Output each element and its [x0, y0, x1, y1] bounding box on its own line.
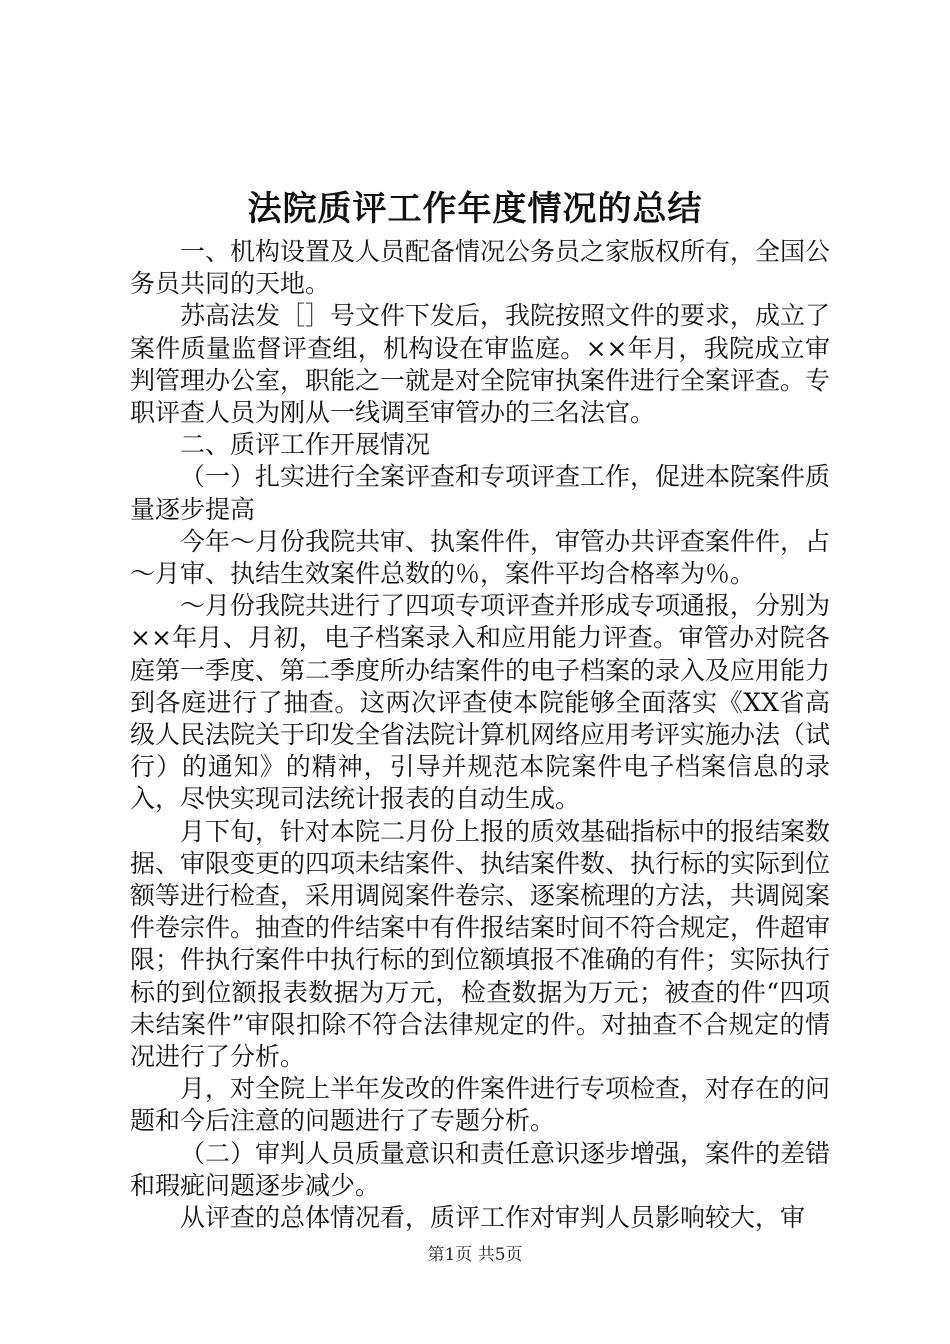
- paragraph-organization: 苏高法发［］号文件下发后，我院按照文件的要求，成立了案件质量监督评查组，机构设在审监庭。××年月，我院成立审判管理办公室，职能之一就是对全院审执案件进行全案评查。专职评查人员为刚从一线调至审管办的三名法官。: [130, 301, 831, 428]
- paragraph-half-year-check: 月，对全院上半年发改的件案件进行专项检查，对存在的问题和今后注意的问题进行了专题分析。: [130, 1074, 831, 1136]
- paragraph-special-reviews: ～月份我院共进行了四项专项评查并形成专项通报，分别为××年月、月初，电子档案录入和应用能力评查。审管办对院各庭第一季度、第二季度所办结案件的电子档案的录入及应用能力到各庭进行了抽查。这两次评查使本院能够全面落实《XX省高级人民法院关于印发全省法院计算机网络应用考评实施办法（试行）的通知》的精神，引导并规范本院案件电子档案信息的录入，尽快实现司法统计报表的自动生成。: [130, 591, 831, 814]
- paragraph-section-2-heading: 二、质评工作开展情况: [180, 430, 431, 460]
- paragraph-subsection-2-heading: （二）审判人员质量意识和责任意识逐步增强，案件的差错和瑕疵问题逐步减少。: [130, 1138, 831, 1200]
- paragraph-overall-situation: 从评查的总体情况看，质评工作对审判人员影响较大，审: [180, 1203, 806, 1233]
- document-body: [130, 236, 830, 1234]
- page-footer: [0, 1244, 950, 1266]
- paragraph-case-statistics: 今年～月份我院共审、执案件件，审管办共评查案件件，占～月审、执结生效案件总数的％，案件平均合格率为％。: [130, 526, 831, 589]
- paragraph-section-1-heading: 一、机构设置及人员配备情况公务员之家版权所有，全国公务员共同的天地。: [130, 237, 831, 299]
- document-title: 法院质评工作年度情况的总结: [247, 189, 703, 229]
- paragraph-subsection-1-heading: （一）扎实进行全案评查和专项评查工作，促进本院案件质量逐步提高: [130, 462, 831, 524]
- paragraph-late-month-check: 月下旬，针对本院二月份上报的质效基础指标中的报结案数据、审限变更的四项未结案件、执结案件数、执行标的实际到位额等进行检查，采用调阅案件卷宗、逐案梳理的方法，共调阅案件卷宗件。抽查的件结案中有件报结案时间不符合规定，件超审限；件执行案件中执行标的到位额填报不准确的有件；实际执行标的到位额报表数据为万元，检查数据为万元；被查的件“四项未结案件”审限扣除不符合法律规定的件。对抽查不合规定的情况进行了分析。: [130, 816, 831, 1072]
- page-indicator: 第1页 共5页: [427, 1245, 523, 1265]
